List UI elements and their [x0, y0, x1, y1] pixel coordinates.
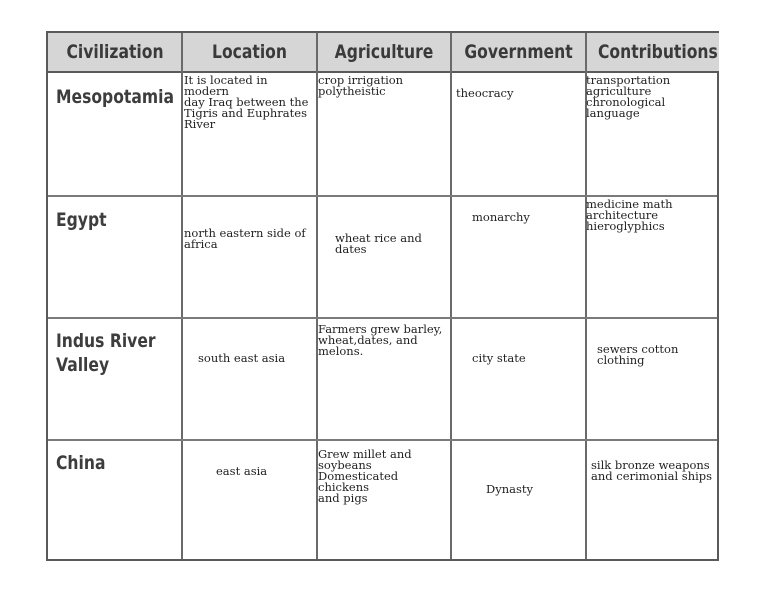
civilization-name: Egypt [56, 209, 107, 231]
header-civilization-label: Civilization [66, 41, 164, 63]
header-agriculture [317, 33, 451, 73]
location-cell: south east asia [198, 351, 286, 365]
location-cell: north eastern side of africa [184, 226, 306, 251]
agriculture-cell: crop irrigation polytheistic [318, 73, 404, 98]
government-cell: monarchy [472, 210, 530, 224]
contributions-cell: sewers cotton clothing [597, 342, 679, 367]
column-divider [181, 33, 183, 559]
agriculture-cell: Farmers grew barley, wheat,dates, and melons. [318, 322, 443, 358]
government-cell: city state [472, 351, 526, 365]
contributions-cell: transportation agriculture chronological language [586, 73, 671, 120]
contributions-cell: silk bronze weapons and cerimonial ships [591, 458, 713, 483]
agriculture-cell: Grew millet and soybeans Domesticated chickens and pigs [318, 447, 412, 505]
header-location-label: Location [212, 41, 287, 63]
header-agriculture-label: Agriculture [334, 41, 434, 63]
location-cell: It is located in modern day Iraq between the Tigris and Euphrates River [184, 73, 309, 131]
government-cell: Dynasty [486, 482, 533, 496]
civilization-name: China [56, 452, 106, 474]
contributions-cell: medicine math architecture hieroglyphics [586, 197, 673, 233]
header-contributions-label: Contributions [597, 41, 718, 63]
header-government-label: Government [464, 41, 573, 63]
header-location [182, 33, 317, 73]
row-divider [48, 317, 717, 319]
civilization-name: Mesopotamia [56, 86, 174, 108]
header-civilization [48, 33, 182, 73]
civilizations-table [46, 31, 719, 561]
header-contributions [586, 33, 719, 73]
header-government [451, 33, 586, 73]
agriculture-cell: wheat rice and dates [335, 231, 422, 256]
government-cell: theocracy [456, 86, 514, 100]
civilization-name: Indus River Valley [56, 330, 156, 376]
location-cell: east asia [216, 464, 268, 478]
row-divider [48, 439, 717, 441]
